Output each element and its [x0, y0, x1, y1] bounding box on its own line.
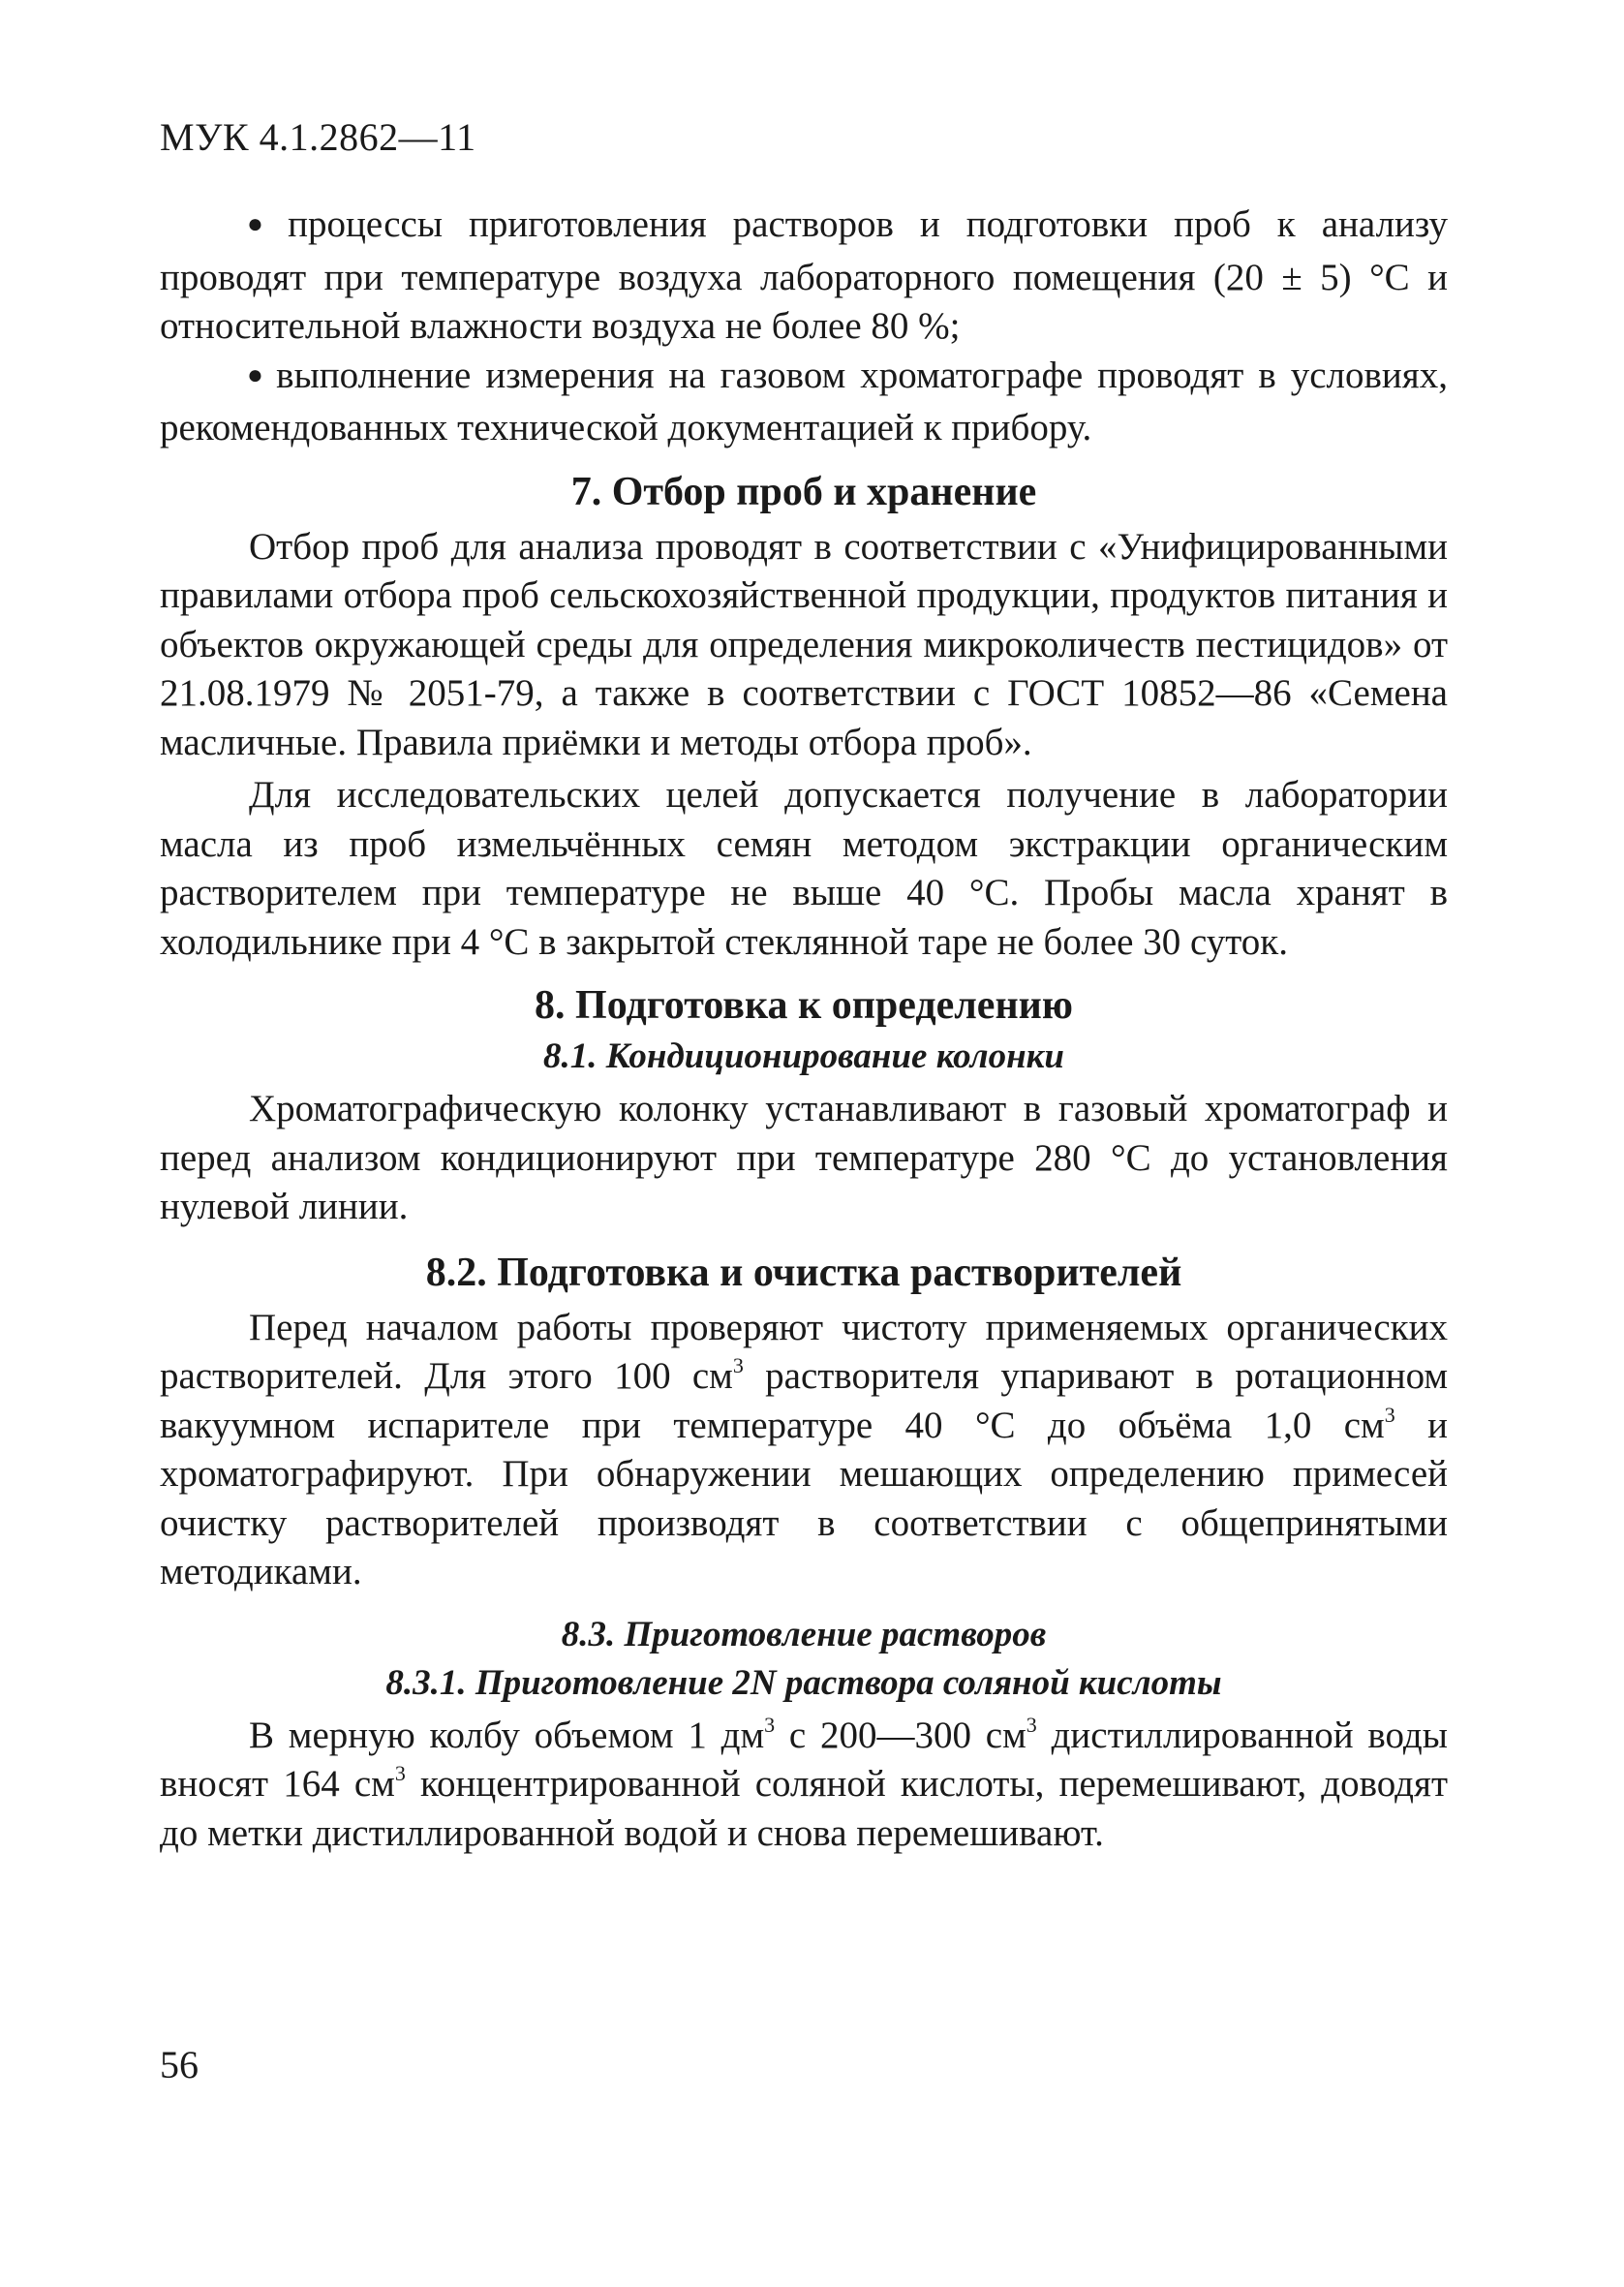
section-8-1-paragraph: Хроматографическую колонку устанавливают в газовый хроматограф и перед анализом кондиционируют при температуре 280 °С до установления нулевой линии.: [160, 1088, 1448, 1227]
bullet-text-2: выполнение измерения на газовом хроматографе проводят в условиях, рекомендованных технической документацией к прибору.: [160, 354, 1448, 448]
section-8-3-1-paragraph: [160, 1712, 1448, 1859]
section-7-paragraph-2: Для исследовательских целей допускается получение в лаборатории масла из проб измельчённых семян методом экстракции органическим растворителем при температуре не выше 40 °С. Пробы масла хранят в холодильнике при 4 °С в закрытой стеклянной таре не более 30 суток.: [160, 774, 1448, 963]
section-8-title: 8. Подготовка к определению: [535, 983, 1073, 1028]
document-body: [160, 201, 1448, 1858]
bullet-text-1: процессы приготовления растворов и подготовки проб к анализу проводят при температуре воздуха лабораторного помещения (20 ± 5) °С и относительной влажности воздуха не более 80 %;: [160, 203, 1449, 347]
bullet-icon: ●: [247, 209, 281, 239]
section-8-2-text-c: и хроматографируют. При обнаружении мешающих определению примесей очистку растворителей производят в соответствии с общепринятыми методиками.: [160, 1404, 1448, 1592]
bullet-icon: ●: [247, 359, 269, 390]
section-8-3-1-text-b: с 200—300 см: [775, 1714, 1026, 1756]
section-8-3-1-text-d: концентрированной соляной кислоты, перемешивают, доводят до метки дистиллированной водой и снова перемешивают.: [160, 1763, 1448, 1854]
superscript: 3: [764, 1712, 776, 1737]
bullet-item-1: [160, 201, 1448, 352]
document-header-code: МУК 4.1.2862—11: [160, 115, 476, 159]
section-8-2-text-a: Перед началом работы проверяют чистоту применяемых органических растворителей. Для этого 100 см: [160, 1306, 1448, 1397]
section-8-3-1-text-a: В мерную колбу объемом 1 дм: [249, 1714, 765, 1756]
section-7-paragraph-1: Отбор проб для анализа проводят в соответствии с «Унифицированными правилами отбора проб сельскохозяйственной продукции, продуктов питания и объектов окружающей среды для определения микроколичеств пестицидов» от 21.08.1979 № 2051-79, а также в соответствии с ГОСТ 10852—86 «Семена масличные. Правила приёмки и методы отбора проб».: [160, 525, 1448, 763]
superscript: 3: [732, 1353, 744, 1377]
section-8-2-title: 8.2. Подготовка и очистка растворителей: [425, 1250, 1182, 1295]
section-8-2-paragraph: [160, 1304, 1448, 1597]
section-8-3-1-text-c: дистиллированной воды вносят 164 см: [160, 1714, 1448, 1805]
page-number: 56: [160, 2043, 199, 2086]
section-8-3-title: 8.3. Приготовление растворов: [561, 1614, 1047, 1654]
superscript: 3: [394, 1761, 406, 1785]
superscript: 3: [1384, 1402, 1395, 1427]
bullet-item-2: [160, 352, 1448, 453]
section-8-2-text-b: растворителя упаривают в ротационном вакуумном испарителе при температуре 40 °С до объёма 1,0 см: [160, 1355, 1449, 1446]
section-8-3-1-title: 8.3.1. Приготовление 2N раствора соляной кислоты: [385, 1662, 1222, 1703]
section-8-1-title: 8.1. Кондиционирование колонки: [542, 1036, 1065, 1076]
section-7-title: 7. Отбор проб и хранение: [570, 469, 1037, 514]
superscript: 3: [1026, 1712, 1037, 1737]
